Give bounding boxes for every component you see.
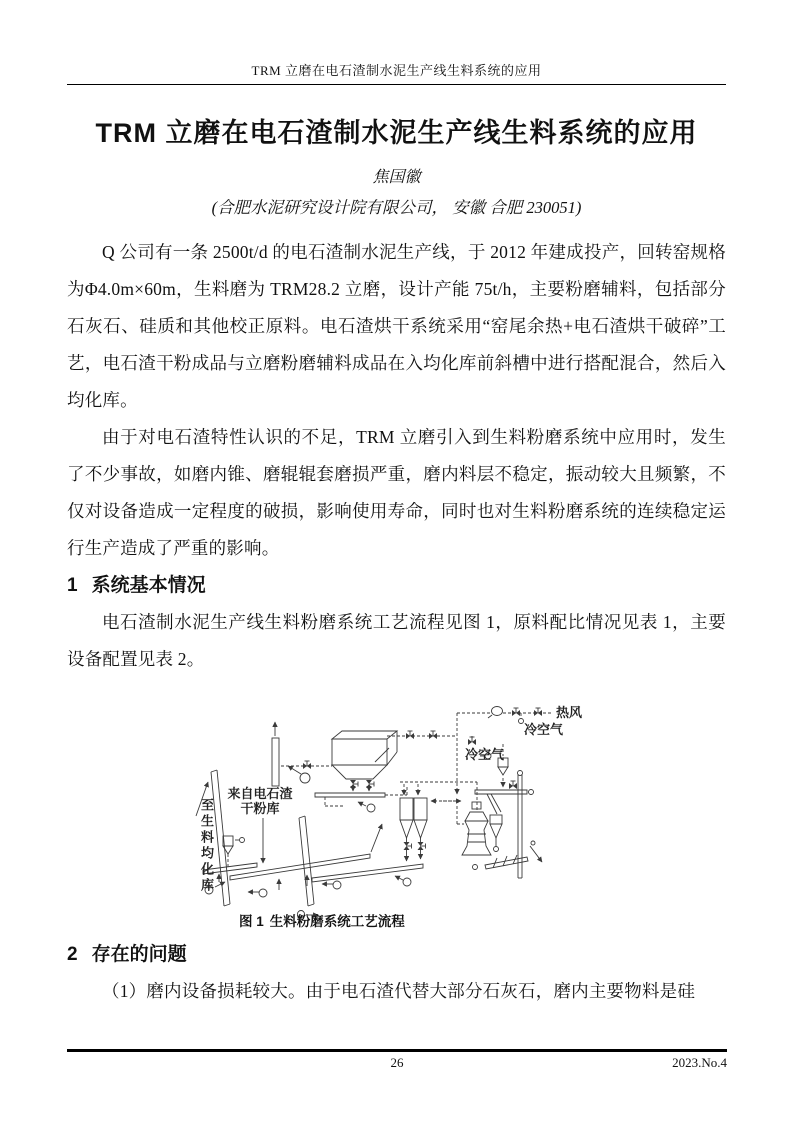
author-affiliation: (合肥水泥研究设计院有限公司， 安徽 合肥 230051) bbox=[211, 198, 582, 217]
stack bbox=[272, 722, 332, 786]
label-cold-air-2: 冷空气 bbox=[465, 747, 505, 762]
section-title: 系统基本情况 bbox=[91, 575, 206, 596]
page-number: 26 bbox=[390, 1055, 404, 1070]
figure-caption bbox=[239, 910, 405, 930]
label-from-slag-silo: 来自电石渣干粉库 bbox=[227, 786, 293, 816]
section-title: 存在的问题 bbox=[91, 944, 187, 965]
issue-number: 2023.No.4 bbox=[672, 1055, 727, 1070]
paragraph-3: 电石渣制水泥生产线生料粉磨系统工艺流程见图 1，原料配比情况见表 1，主要设备配置见表 2。 bbox=[67, 612, 726, 669]
section-number: 2 bbox=[67, 944, 78, 965]
paragraph-4: （1）磨内设备损耗较大。由于电石渣代替大部分石灰石，磨内主要物料是硅 bbox=[102, 981, 696, 1001]
figure-caption-text: 生料粉磨系统工艺流程 bbox=[269, 914, 405, 929]
bag-filter bbox=[315, 731, 407, 812]
figure-caption-tag: 图 1 bbox=[239, 914, 264, 929]
separator-feed-slide bbox=[475, 778, 534, 795]
article-title: TRM 立磨在电石渣制水泥生产线生料系统的应用 bbox=[95, 118, 698, 148]
mill-feed-cyclone bbox=[487, 794, 502, 852]
page-footer bbox=[67, 1049, 727, 1076]
section-heading-1 bbox=[67, 567, 726, 604]
section-number: 1 bbox=[67, 575, 78, 596]
label-hot-wind: 热风 bbox=[556, 705, 583, 720]
airslide-to-silo bbox=[312, 864, 423, 886]
author-name: 焦国徽 bbox=[372, 169, 421, 186]
section-heading-2 bbox=[67, 936, 726, 973]
process-flow-diagram bbox=[175, 694, 750, 926]
vertical-mill bbox=[443, 801, 491, 855]
label-to-homogenization-silo: 至生料均化库 bbox=[199, 798, 214, 894]
paragraph-1: Q 公司有一条 2500t/d 的电石渣制水泥生产线，于 2012 年建成投产，回转窑规格为Φ4.0m×60m，生料磨为 TRM28.2 立磨，设计产能 75t/h，主要粉磨辅料，包括部分石灰石、硅质和其他校正原料。电石渣烘干系统采用“窑尾余热+电石渣烘干破碎”工艺，电石渣干粉成品与立磨粉磨辅料成品在入均化库前斜槽中进行搭配混合，然后入均化库。 bbox=[67, 242, 726, 410]
figure-1 bbox=[67, 682, 726, 936]
paragraph-2: 由于对电石渣特性认识的不足，TRM 立磨引入到生料粉磨系统中应用时，发生了不少事故，如磨内锥、磨辊辊套磨损严重，磨内料层不稳定，振动较大且频繁，不仅对设备造成一定程度的破损，影响使用寿命，同时也对生料粉磨系统的连续稳定运行生产造成了严重的影响。 bbox=[67, 427, 726, 558]
running-header: TRM 立磨在电石渣制水泥生产线生料系统的应用 bbox=[67, 0, 726, 85]
label-cold-air-1: 冷空气 bbox=[524, 722, 564, 737]
